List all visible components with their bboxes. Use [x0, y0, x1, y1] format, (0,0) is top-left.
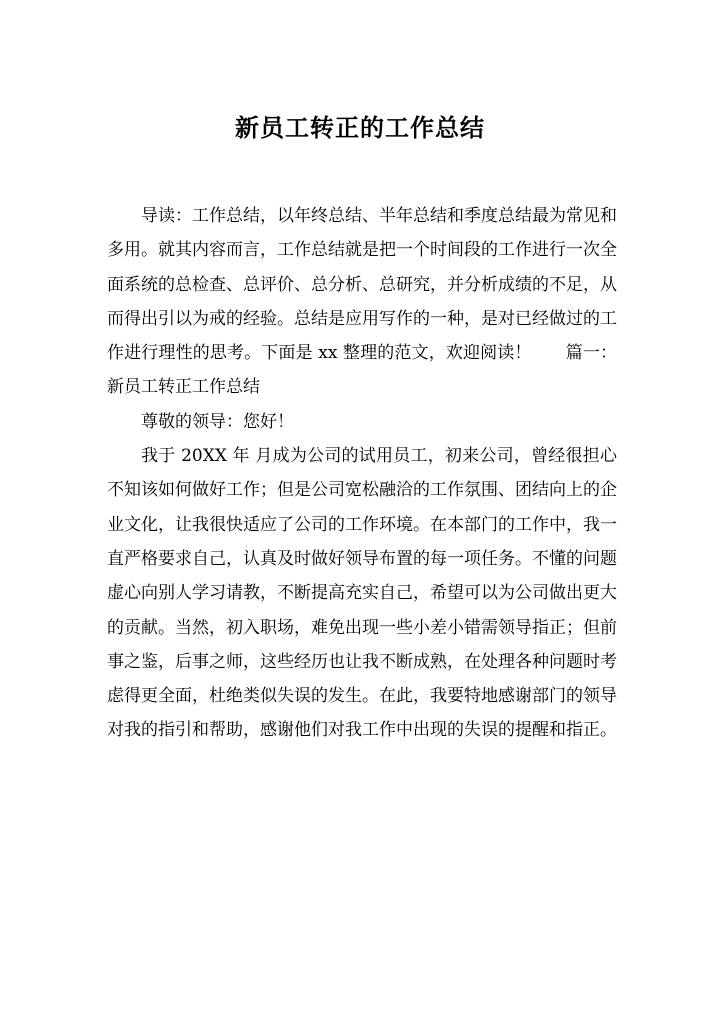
body-paragraph-1: 我于 20XX 年 月成为公司的试用员工，初来公司，曾经很担心不知该如何做好工作；但是公司宽松融洽的工作氛围、团结向上的企业文化，让我很快适应了公司的工作环境。在本部门的工作中，我一直严格要求自己，认真及时做好领导布置的每一项任务。不懂的问题虚心向别人学习请教，不断提高充实自己，希望可以为公司做出更大的贡献。当然，初入职场，难免出现一些小差小错需领导指正；但前事之鉴，后事之师，这些经历也让我不断成熟，在处理各种问题时考虑得更全面，杜绝类似失误的发生。在此，我要特地感谢部门的领导对我的指引和帮助，感谢他们对我工作中出现的失误的提醒和指正。: [107, 446, 617, 741]
section-heading: 篇一：新员工转正工作总结: [107, 343, 618, 398]
greeting: 尊敬的领导：您好！: [141, 411, 294, 432]
document-title: 新员工转正的工作总结: [235, 114, 485, 142]
document-body: [107, 199, 617, 748]
intro-paragraph: [107, 199, 617, 405]
intro-text: 导读：工作总结，以年终总结、半年总结和季度总结最为常见和多用。就其内容而言，工作总结就是把一个时间段的工作进行一次全面系统的总检查、总评价、总分析、总研究，并分析成绩的不足，从而得出引以为戒的经验。总结是应用写作的一种，是对已经做过的工作进行理性的思考。下面是 xx 整理的范文，欢迎阅读！: [107, 206, 617, 364]
